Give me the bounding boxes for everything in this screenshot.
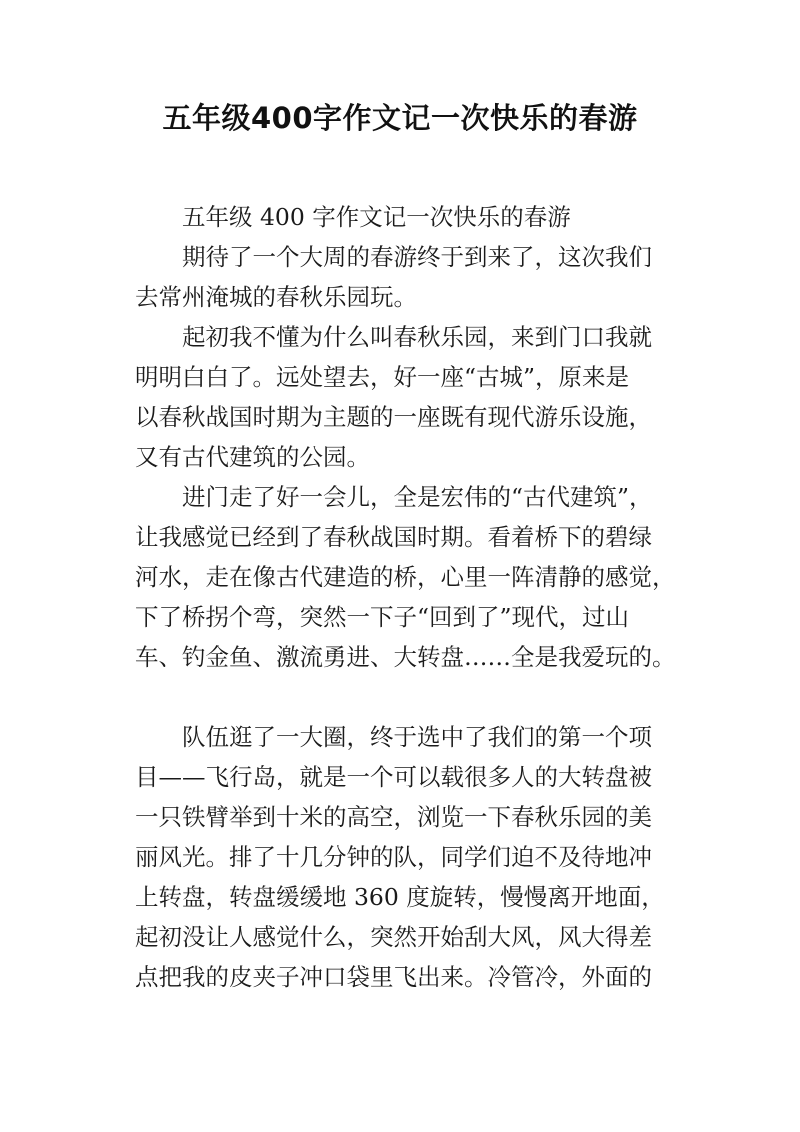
text-line: 起初没让人感觉什么，突然开始刮大风，风大得差: [135, 923, 652, 951]
text-line: 队伍逛了一大圈，终于选中了我们的第一个项: [182, 723, 652, 751]
text-line: 点把我的皮夹子冲口袋里飞出来。冷管冷，外面的: [135, 963, 652, 991]
text-line: 丽风光。排了十几分钟的队，同学们迫不及待地冲: [135, 843, 652, 871]
document-body: [135, 197, 675, 997]
text-line: 一只铁臂举到十米的高空，浏览一下春秋乐园的美: [135, 803, 652, 831]
text-line: 目——飞行岛，就是一个可以载很多人的大转盘被: [135, 763, 652, 791]
text-line: 下了桥拐个弯，突然一下子“回到了”现代，过山: [135, 603, 630, 631]
document-title: 五年级400字作文记一次快乐的春游: [162, 101, 638, 135]
text-line: 车、钓金鱼、激流勇进、大转盘……全是我爱玩的。: [135, 643, 676, 671]
text-line: 进门走了好一会儿，全是宏伟的“古代建筑”，: [182, 483, 653, 511]
text-line: 期待了一个大周的春游终于到来了，这次我们: [182, 243, 652, 271]
text-line: 让我感觉已经到了春秋战国时期。看着桥下的碧绿: [135, 523, 652, 551]
text-line: 起初我不懂为什么叫春秋乐园，来到门口我就: [182, 323, 652, 351]
text-line: 五年级 400 字作文记一次快乐的春游: [182, 203, 571, 231]
text-line: 去常州淹城的春秋乐园玩。: [135, 283, 417, 311]
text-line: 河水，走在像古代建造的桥，心里一阵清静的感觉，: [135, 563, 676, 591]
text-line: 以春秋战国时期为主题的一座既有现代游乐设施，: [135, 403, 652, 431]
text-line: 又有古代建筑的公园。: [135, 443, 370, 471]
blank-line: [135, 677, 675, 717]
text-line: 明明白白了。远处望去，好一座“古城”，原来是: [135, 363, 630, 391]
text-line: 上转盘，转盘缓缓地 360 度旋转，慢慢离开地面，: [135, 883, 665, 911]
